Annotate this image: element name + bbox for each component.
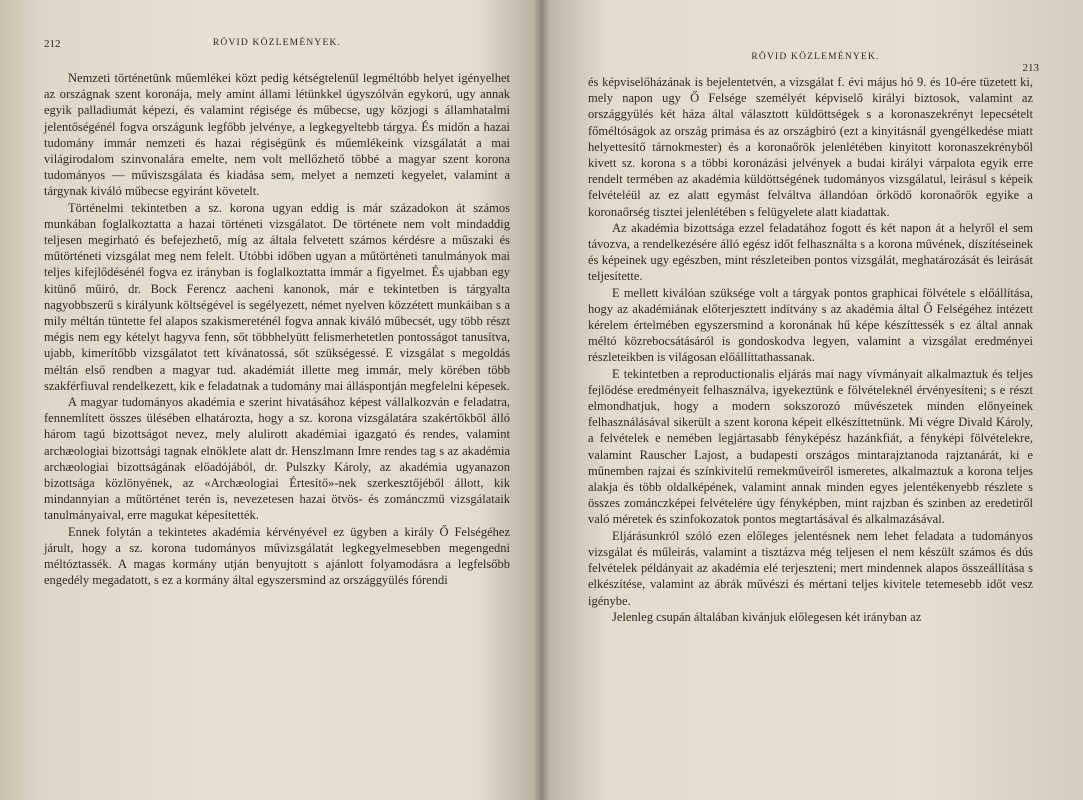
paragraph: és képviselőházának is bejelentetvén, a vizsgálat f. évi május hó 9. és 10-ére tüzetett ki, mely napon ugy Ő Felsége személyét képviselő királyi biztosok, valamint az országgyülés két háza által választott küldöttségek s a koronaszekrényt lepecsételt főméltóságok az ország primása és az országbiró (ezt a kinyitásnál gyengélkedése miatt helyettesítő tárnokmester) és a koronaőrök jelenlétében kinyitott koronaszekrényből kivett sz. korona s a többi koronázási jelvények a budai királyi várpalota egyik erre rendelt termében az akadémia küldöttségének tudományos vizsgálatul, leirásul s képeik felvételéül az ez alatt egymást felváltva állandóan őrködő koronaőrök egyike a koronaőrség tisztei jelenlétében s felügyelete alatt kiadattak.	[588, 75, 1033, 219]
paragraph: E tekintetben a reproductionalis eljárás mai nagy vívmányait alkalmaztuk és teljes fejlődése eredményeit felhasználva, igyekeztünk e fölvételeknél érvényesíteni; s e részt elmondhatjuk, hogy a modern sokszorozó művészetek minden előnyeinek felhasználásával sikerült a szent korona képeit elkészíttetnünk. Mi végre Divald Károly, a felvételek e nemében legjártasabb fényképész hazánkfiát, a fényképi fölvételekre, valamint Rauscher Lajost, a budapesti országos mintarajztanoda rajztanárát, ki e műnemben rajzai és színkivitelű remekműveiről ismeretes, alkalmaztuk a korona teljes alakja és több oldalképének, valamint annak minden egyes jelentékenyebb részlete s összes zománczképei felvételére úgy fényképben, mint rajzban és szinben az eredetiről való méretek és szinfokozatok pontos megtartásával és alkalmazásával.	[588, 366, 1033, 527]
paragraph: E mellett kiválóan szüksége volt a tárgyak pontos graphicai fölvétele s előállítása, hogy az akadémiának előterjesztett indítvány s az akadémia által Ő Felségéhez intézett kérelem értelmében egyszersmind a koronának hű képe készíttessék s ez által annak méltó közrebocsátásáról is gondoskodva legyen, valamint a vizsgálat eredményei részleteikben is világosan előállíttathassanak.	[588, 285, 1033, 365]
right-running-head-title: RÖVID KÖZLEMÉNYEK.	[751, 52, 880, 62]
right-page-body	[588, 74, 1033, 625]
paragraph: Ennek folytán a tekintetes akadémia kérvényével ez ügyben a király Ő Felségéhez járult, hogy a sz. korona tudományos művizsgálatát legkegyelmesebben megengedni méltóztassék. A magas kormány utján benyujtott s ajánlott folyamodásra a legfelsőbb engedély megadatott, s ez a kormány által egyszersmind az országgyülés fórendi	[44, 524, 510, 588]
right-page-number: 213	[1022, 62, 1039, 74]
paragraph: Az akadémia bizottsága ezzel feladatához fogott és két napon át a helyről el sem távozva, a rendelkezésére álló egész időt felhasználta s a korona művének, díszítéseinek és képeinek ugy egészben, mint részleteiben pontos vizsgálát, meghatározását és leirását teljesítette.	[588, 220, 1033, 284]
right-running-header	[588, 52, 1039, 74]
paragraph: Jelenleg csupán általában kivánjuk előlegesen két irányban az	[612, 609, 922, 624]
right-page	[548, 0, 1083, 800]
left-page	[0, 0, 532, 800]
paragraph: A magyar tudományos akadémia e szerint hivatásához képest vállalkozván e feladatra, fennemlített összes ülésében elhatározta, hogy a sz. korona vizsgálatára szakértőkből álló három tagú bizottságot nevez, mely alulirott akadémiai igazgató és rendes, valamint archæologiai bizottsági tagnak elnöklete alatt dr. Henszlmann Imre rendes tag s az akadémia archæologiai bizottságának előadójából, dr. Pulszky Károly, az akadémia ugyanazon bizottsága közlönyének, az «Archæologiai Értesítő»-nek szerkesztőjéből állott, kik mindannyian a műtörténet terén is, nevezetesen hazai ötvös- és zománczmű vizsgálataik tanulmányaival, erre magukat képesítették.	[44, 395, 510, 523]
left-page-number: 212	[44, 38, 61, 50]
paragraph: Eljárásunkról szóló ezen előleges jelentésnek nem lehet feladata a tudományos vizsgálat és műleirás, valamint a tisztázva még teljesen el nem készült számos és dús felvételek példányait az akadémia elé terjeszteni; mert mindennek alapos összeállítása s elkészítése, valamint az ábrák művészi és mértani teljes kivitele tetemesebb időt vesz igénybe.	[588, 528, 1033, 608]
left-running-head-title: RÖVID KÖZLEMÉNYEK.	[212, 38, 342, 48]
left-running-header	[44, 38, 510, 56]
paragraph: Történelmi tekintetben a sz. korona ugyan eddig is már századokon át számos munkában foglalkoztatta a hazai történeti vizsgálatot. De története nem volt mindaddig teljesen megirható és befejezhető, míg az általa felvetett számos kérdésre a műszaki és műtörténeti vizsgálat meg nem felelt. Utóbbi időben ugyan a műtörténeti tanulmányok mai teljes kifejlődésénél fogva ez irányban is foglalkoztatta immár a figyelmet. És ujabban egy kitünő műiró, dr. Bock Ferencz aacheni kanonok, már e tekintetben is tárgyalta nagyobbszerű s királyunk költségével is segélyezett, német nyelven közzétett munkáiban s a mily méltán tüntette fel alapos szakismereténél fogva annak kiváló műbecsét, ugy több részt mégis nem egy kételyt hagyva fenn, sőt többhelyütt felismerhetetlen pontosságot tanusítva, ujabb, kimerítőbb vizsgálatot tett kívánatossá, sőt szükségessé. E vizsgálat s megoldás méltán első rendben a magyar tud. akadémiát illette meg immár, mely körében több szakférfiuval rendelkezett, kik e feladatnak a tudomány mai álláspontján megfelelni képesek.	[44, 200, 510, 393]
left-page-body	[44, 70, 510, 589]
paragraph: Nemzeti történetünk műemlékei közt pedig kétségtelenül legméltóbb helyet igényelhet az országnak szent koronája, mely amint állami létünkkel úgyszólván egykorú, ugy annak egyik palladiumát képezi, és valamint régisége és műbecse, ugy közjogi s államhatalmi jelentőségénél fogva országunk legfőbb jelvénye, a legkegyeltebb tárgya. És midőn a hazai tudomány immár nemzeti és hazai régiségünk és műemlékeink vizsgálatát a mai világirodalom szinvonalára emelte, nem volt mellőzhető többé a magyar szent korona tudományos — műviszsgálata és kiadása sem, melyet a nemzeti kegyelet, valamint a tárgynak kiváló műbecse egyiránt követelt.	[44, 71, 510, 199]
